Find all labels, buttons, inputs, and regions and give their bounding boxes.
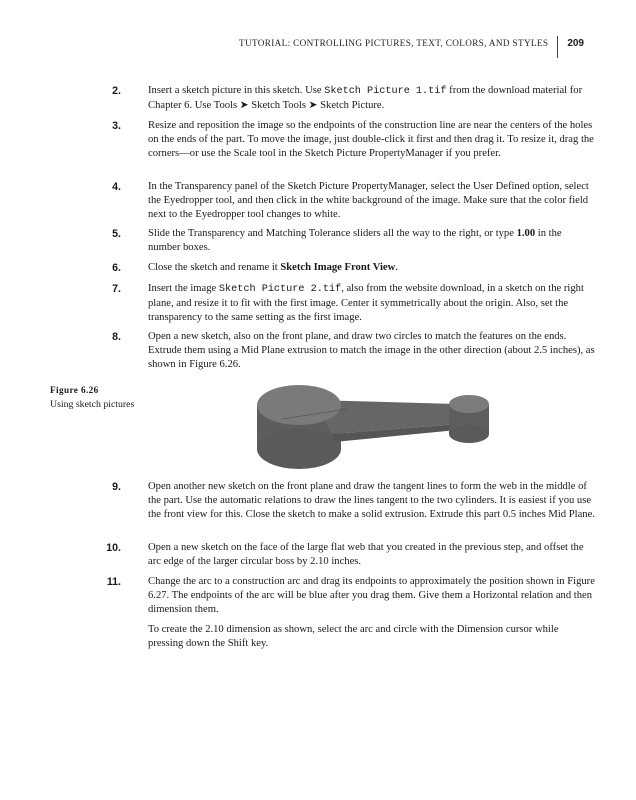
figure-caption: Using sketch pictures	[50, 399, 135, 410]
step-9	[112, 480, 596, 523]
running-header	[239, 36, 584, 50]
step-text: Resize and reposition the image so the endpoints of the construction line are near the centers of the holes on the ends of the part. To move the image, just double-click it first and then drag it. To resize it, drag the corners—or use the Scale tool in the Sketch Picture PropertyManager if you prefer.	[148, 120, 594, 160]
step-number: 9.	[112, 481, 121, 493]
step-4	[112, 180, 596, 223]
step-11-note: To create the 2.10 dimension as shown, select the arc and circle with the Dimension cursor while pressing down the Shift key.	[148, 624, 559, 650]
step-number: 7.	[112, 283, 121, 295]
figure-label: Figure 6.26	[50, 385, 99, 395]
step-number: 6.	[112, 262, 121, 274]
step-number: 8.	[112, 331, 121, 343]
step-8	[112, 330, 596, 373]
step-7	[112, 282, 596, 326]
large-boss-bottom	[257, 429, 341, 469]
header-divider	[557, 36, 558, 58]
small-boss-bottom	[449, 425, 489, 443]
step-number: 5.	[112, 228, 121, 240]
step-text: Open a new sketch, also on the front plane, and draw two circles to match the features on the ends. Extrude them using a Mid Plane extrusion to match the image in the other direction (about 2.5 inches), as shown in Figure 6.26.	[148, 331, 595, 371]
part-body	[257, 385, 489, 469]
step-text: Slide the Transparency and Matching Tolerance sliders all the way to the right, or type 1.00 in the number boxes.	[148, 228, 562, 254]
step-11	[106, 575, 596, 618]
step-text: Insert a sketch picture in this sketch. Use Sketch Picture 1.tif from the download material for Chapter 6. Use Tools ➤ Sketch Tools ➤ Sketch Picture.	[148, 85, 583, 112]
step-5	[112, 227, 596, 255]
step-text: Close the sketch and rename it Sketch Image Front View.	[148, 262, 398, 273]
step-text: Insert the image Sketch Picture 2.tif, also from the website download, in a sketch on the right plane, and resize it to fit with the first image. Center it symmetrically about the origin. Also, set the transparency to the same setting as the first image.	[148, 283, 584, 324]
step-3	[112, 119, 596, 162]
part-render-image	[252, 372, 502, 482]
running-header-title: TUTORIAL: CONTROLLING PICTURES, TEXT, COLORS, AND STYLES	[239, 38, 549, 48]
step-text: Open another new sketch on the front plane and draw the tangent lines to form the web in the middle of the part. Use the automatic relations to draw the lines tangent to the two cylinders. It is easiest if you use the front view for this. Close the sketch to make a solid extrusion. Extrude this part 0.5 inches Mid Plane.	[148, 481, 595, 521]
page-number: 209	[567, 37, 584, 49]
step-number: 10.	[106, 542, 121, 554]
step-number: 4.	[112, 181, 121, 193]
step-6	[112, 261, 596, 275]
step-number: 3.	[112, 120, 121, 132]
step-text: Change the arc to a construction arc and drag its endpoints to approximately the position shown in Figure 6.27. The endpoints of the arc will be blue after you drag them. Give them a Horizontal relation and then dimension them.	[148, 576, 595, 616]
step-number: 2.	[112, 85, 121, 97]
step-2	[112, 84, 596, 113]
step-10	[106, 541, 596, 569]
small-boss-top	[449, 395, 489, 413]
step-number: 11.	[106, 576, 121, 588]
large-boss-top	[257, 385, 341, 425]
step-text: In the Transparency panel of the Sketch Picture PropertyManager, select the User Defined option, select the Eyedropper tool, and then click in the white background of the image. Make sure that the color field next to the Eyedropper tool changes to white.	[148, 181, 589, 221]
step-text: Open a new sketch on the face of the large flat web that you created in the previous step, and offset the arc edge of the larger circular boss by 2.10 inches.	[148, 542, 584, 568]
